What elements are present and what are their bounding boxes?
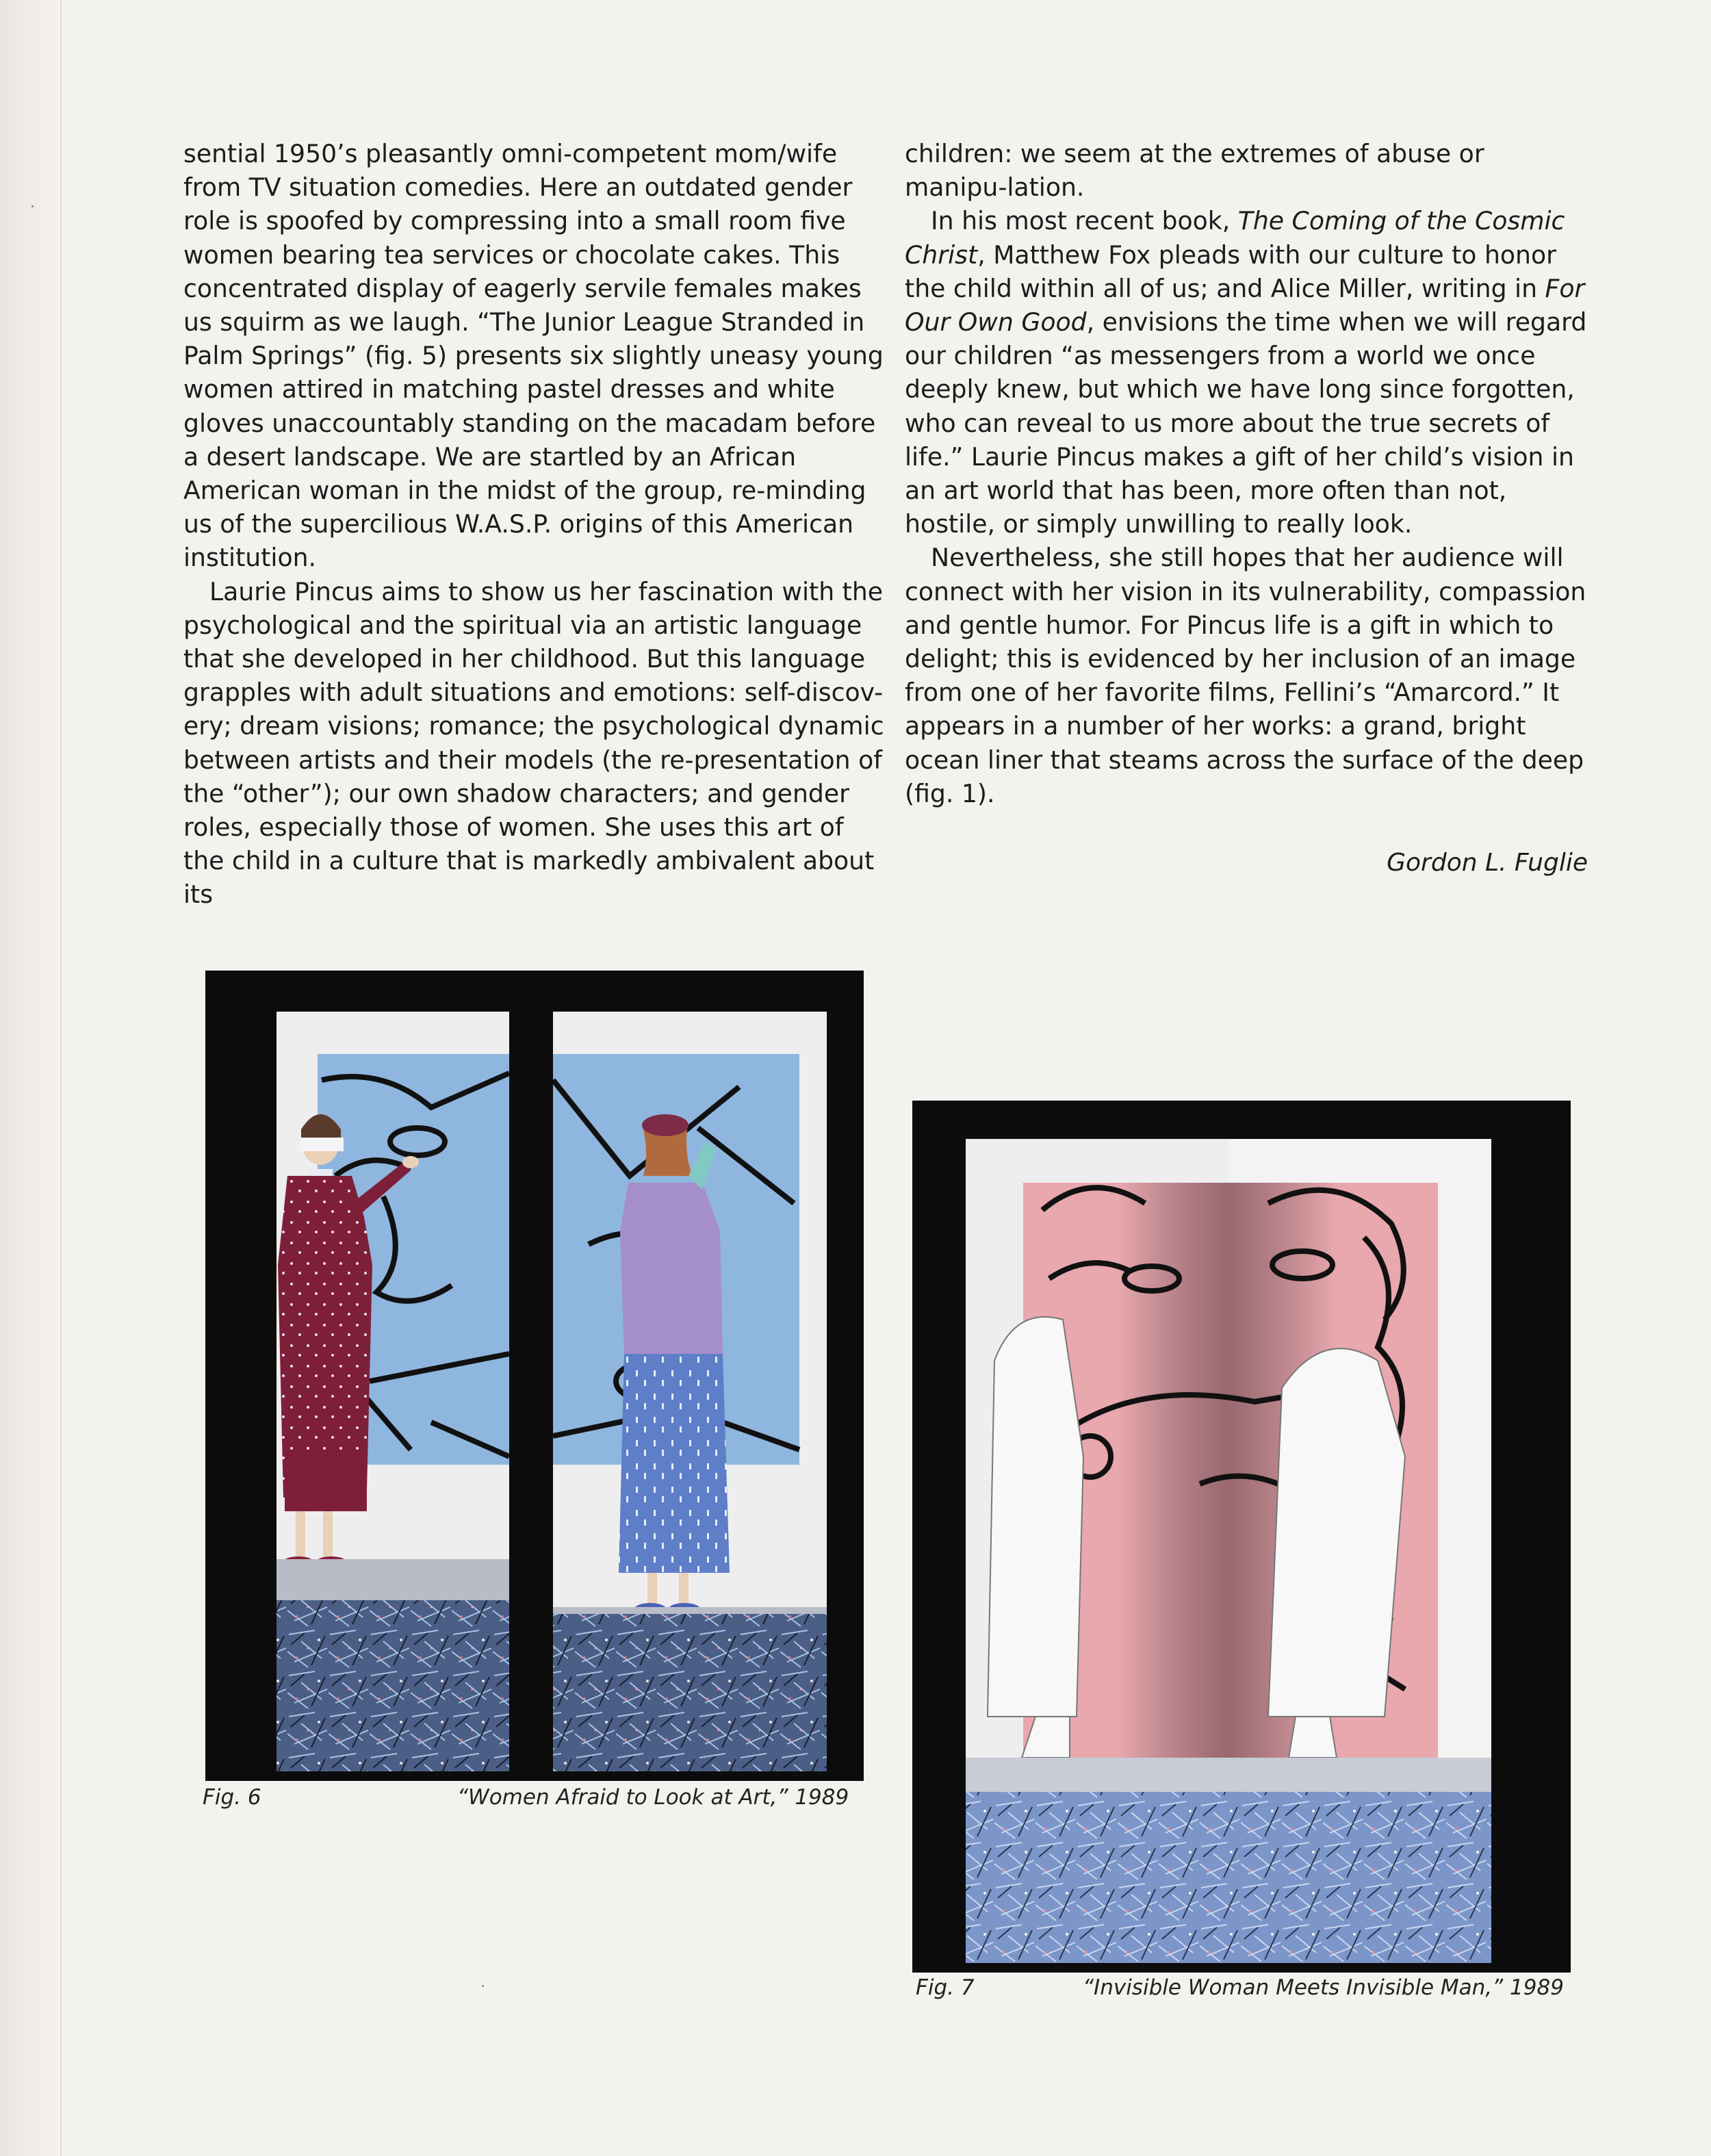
paper-speck <box>482 1985 484 1987</box>
figure-7-label: Fig. 7 <box>916 1975 975 2000</box>
figure-6-photo <box>205 971 864 1781</box>
author-byline: Gordon L. Fuglie <box>1387 849 1588 877</box>
text-column-right <box>905 137 1593 810</box>
figure-6-caption: “Women Afraid to Look at Art,” 1989 <box>457 1785 849 1810</box>
paragraph: Laurie Pincus aims to show us her fascination with the psychological and the spiritual via an artistic language that she developed in her childhood. But this language grapples with adult situations and emotions: self-discov-ery; dream visions; romance; the psychological dynamic between artists and their models (the re-presentation of the “other”); our own shadow characters; and gender roles, especially those of women. She uses this art of the child in a culture that is markedly ambivalent about its <box>183 576 884 910</box>
text-run: In his most recent book, <box>931 206 1238 236</box>
figure-6-label: Fig. 6 <box>203 1785 261 1810</box>
page-binding-shadow <box>0 0 63 2156</box>
text-run: , envisions the time when we will regard our children “as messengers from a world we once deeply knew, but which we have long since forgotten, who can reveal to us more about the true secrets of life.” Laurie Pincus makes a gift of her child’s vision in an art world that has been, more often than not, hostile, or simply unwilling to really look. <box>905 307 1587 539</box>
paper-speck <box>31 205 34 207</box>
paragraph: sential 1950’s pleasantly omni-competent mom/wife from TV situation comedies. Here an outdated gender role is spoofed by compressing into a small room five women bearing tea services or chocolate cakes. This concentrated display of eagerly servile females makes us squirm as we laugh. “The Junior League Stranded in Palm Springs” (fig. 5) presents six slightly uneasy young women attired in matching pastel dresses and white gloves unaccountably standing on the macadam before a desert landscape. We are startled by an African American woman in the midst of the group, re-minding us of the supercilious W.A.S.P. origins of this American institution. <box>183 139 884 573</box>
paragraph: Nevertheless, she still hopes that her audience will connect with her vision in its vulnerability, compassion and gentle humor. For Pincus life is a gift in which to delight; this is evidenced by her inclusion of an image from one of her favorite films, Fellini’s “Amarcord.” It appears in a number of her works: a grand, bright ocean liner that steams across the surface of the deep (fig. 1). <box>905 543 1586 808</box>
figure-7-caption: “Invisible Woman Meets Invisible Man,” 1989 <box>1083 1975 1564 2000</box>
book-title: For Our Own Good <box>905 273 1585 337</box>
text-run: , Matthew Fox pleads with our culture to honor the child within all of us; and Alice Miller, writing in <box>905 240 1556 303</box>
paragraph: children: we seem at the extremes of abuse or manipu-lation. <box>905 139 1484 203</box>
text-column-left <box>183 137 884 912</box>
paragraph <box>905 204 1593 541</box>
figure-7-photo <box>912 1101 1571 1973</box>
book-title: The Coming of the Cosmic Christ <box>905 206 1565 270</box>
binding-edge <box>60 0 62 2156</box>
